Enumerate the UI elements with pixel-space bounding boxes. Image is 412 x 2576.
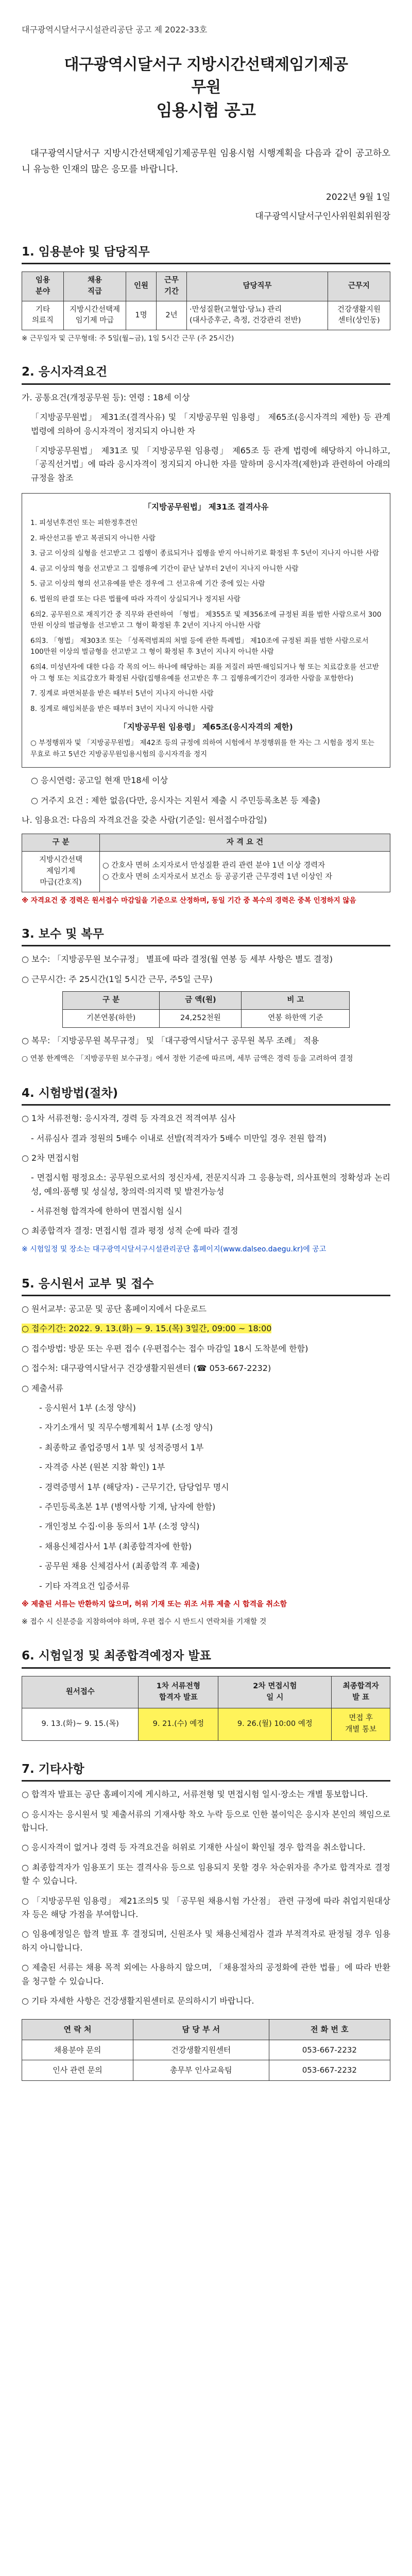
qual-col-category: 구 분 xyxy=(22,834,100,852)
disqualification-item: 6. 법원의 판결 또는 다른 법률에 따라 자격이 상실되거나 정지된 사람 xyxy=(30,595,241,603)
required-document-item: - 공무원 채용 신체검사서 (최종합격 후 제출) xyxy=(39,1561,200,1571)
disqualification-list xyxy=(30,518,382,715)
intro-paragraph: 대구광역시달서구 지방시간선택제임기제공무원 임용시험 시행계획을 다음과 같이 공고하오니 유능한 인재의 많은 응모를 바랍니다. xyxy=(22,148,390,175)
other-notes-list xyxy=(22,1788,390,2008)
application-period xyxy=(22,1322,390,1335)
disqualification-item: 7. 징계로 파면처분을 받은 때부터 5년이 지나지 아니한 사람 xyxy=(30,689,214,698)
final-decision: ○ 최종합격자 결정: 면접시험 결과 평정 성적 순에 따라 결정 xyxy=(22,1226,238,1236)
contact-table xyxy=(22,2019,390,2081)
required-documents-heading: ○ 제출서류 xyxy=(22,1383,63,1393)
col-grade: 채용 직급 xyxy=(64,272,126,301)
restriction-item: ○ 부정행위자 및 「지방공무원법」 제42조 등의 규정에 의하여 시험에서 부정행위를 한 자는 그 시험을 정지 또는 무효로 하고 5년간 지방공무원임용시험의 응시자격을 정지 xyxy=(30,739,375,758)
qualification-note: ※ 자격요건 중 경력은 원서접수 마감일을 기준으로 산정하며, 동일 기간 중 복수의 경력은 중복 인정하지 않음 xyxy=(22,896,356,905)
age-requirement: ○ 응시연령: 공고일 현재 만18세 이상 xyxy=(31,775,168,786)
screening-selection: - 서류심사 결과 정원의 5배수 이내로 선발(적격자가 5배수 미만일 경우 전원 합격) xyxy=(31,1133,327,1143)
pay-rule: ○ 보수: 「지방공무원 보수규정」 별표에 따라 결정(월 연봉 등 세부 사항은 별도 결정) xyxy=(22,954,333,964)
sched-cell-application: 9. 13.(화)~ 9. 15.(목) xyxy=(22,1708,139,1741)
id-notice: ※ 접수 시 신분증을 지참하여야 하며, 우편 접수 시 반드시 연락처를 기재할 것 xyxy=(22,1617,267,1626)
qual-cell-category: 지방시간선택 제임기제 마급(간호직) xyxy=(22,852,100,892)
sched-cell-screening: 9. 21.(수) 예정 xyxy=(139,1708,218,1741)
sched-col-screening: 1차 서류전형 합격자 발표 xyxy=(139,1676,218,1708)
disqualification-item: 5. 금고 이상의 형의 선고유예를 받은 경우에 그 선고유예 기간 중에 있는 사람 xyxy=(30,580,265,588)
application-method: ○ 접수방법: 방문 또는 우편 접수 (우편접수는 접수 마감일 18시 도착분에 한함) xyxy=(22,1343,308,1353)
other-note-item: ○ 최종합격자가 임용포기 또는 결격사유 등으로 임용되지 못할 경우 차순위자를 추가로 합격자로 결정할 수 있습니다. xyxy=(22,1862,390,1886)
pay-col-note: 비 고 xyxy=(242,992,350,1010)
required-document-item: - 경력증명서 1부 (해당자) - 근무기간, 담당업무 명시 xyxy=(39,1482,229,1492)
document-screening: ○ 1차 서류전형: 응시자격, 경력 등 자격요건 적격여부 심사 xyxy=(22,1113,236,1124)
requirement-law: 「지방공무원법」 제31조(결격사유) 및 「지방공무원 임용령」 제65조(응시자격의 제한) 등 관계 법령에 의하여 응시자격이 정지되지 아니한 자 xyxy=(31,412,390,436)
section-4-heading: 4. 시험방법(절차) xyxy=(22,1084,390,1106)
cell-grade: 지방시간선택제 임기제 마급 xyxy=(64,301,126,330)
other-note-item: ○ 합격자 발표는 공단 홈페이지에 게시하고, 서류전형 및 면접시험 일시·장소는 개별 통보합니다. xyxy=(22,1789,368,1800)
contact-cell-type: 인사 관련 문의 xyxy=(22,2060,133,2081)
required-document-item: - 주민등록초본 1부 (병역사항 기재, 남자에 한함) xyxy=(39,1501,216,1512)
cell-period: 2년 xyxy=(157,301,187,330)
sched-cell-final: 면접 후 개별 통보 xyxy=(332,1708,390,1741)
required-document-item: - 기타 자격요건 입증서류 xyxy=(39,1581,130,1591)
cell-field: 기타 의료직 xyxy=(22,301,64,330)
common-requirement: 가. 공통요건(개정공무원 등): 연령 : 18세 이상 xyxy=(22,392,190,402)
notice-date: 2022년 9월 1일 xyxy=(326,192,390,202)
section-3-heading: 3. 보수 및 복무 xyxy=(22,925,390,947)
cell-place: 건강생활지원 센터(상인동) xyxy=(328,301,390,330)
disqualification-item: 6의4. 미성년자에 대한 다음 각 목의 어느 하나에 해당하는 죄를 저질러 파면·해임되거나 형 또는 치료감호를 선고받아 그 형 또는 치료감호가 확정된 사람(집행유예를 선고받은 후 그 집행유예기간이 경과한 사람을 포함한다) xyxy=(30,663,379,683)
application-office: ○ 접수처: 대구광역시달서구 건강생활지원센터 (☎ 053-667-2232) xyxy=(22,1363,271,1374)
contact-cell-phone[interactable]: 053-667-2232 xyxy=(269,2060,390,2081)
disqualification-item: 6의2. 공무원으로 재직기간 중 직무와 관련하여 「형법」 제355조 및 제356조에 규정된 죄를 범한 사람으로서 300만원 이상의 벌금형을 선고받고 그 형이 확정된 후 2년이 지나지 아니한 사람 xyxy=(30,610,382,630)
position-note: ※ 근무일자 및 근무형태: 주 5일(월~금), 1일 5시간 근무 (주 25시간) xyxy=(22,334,234,343)
notice-number: 대구광역시달서구시설관리공단 공고 제 2022-33호 xyxy=(22,25,208,35)
other-note-item: ○ 기타 자세한 사항은 건강생활지원센터로 문의하시기 바랍니다. xyxy=(22,1995,254,2006)
col-count: 인원 xyxy=(126,272,157,301)
contact-col-phone: 전 화 번 호 xyxy=(269,2020,390,2040)
interview-exam: ○ 2차 면접시험 xyxy=(22,1153,79,1163)
required-document-item: - 채용신체검사서 1부 (최종합격자에 한함) xyxy=(39,1541,192,1551)
other-note-item: ○ 「지방공무원 임용령」 제21조의5 및 「공무원 채용시험 가산점」 관련 규정에 따라 취업지원대상자 등은 해당 가점을 부여합니다. xyxy=(22,1895,390,1919)
other-note-item: ○ 제출된 서류는 채용 목적 외에는 사용하지 않으며, 「채용절차의 공정화에 관한 법률」에 따라 반환을 청구할 수 있습니다. xyxy=(22,1962,390,1986)
notice-title xyxy=(62,54,350,122)
pay-col-amount: 금 액(원) xyxy=(160,992,242,1010)
qual-cell-requirement: ○ 간호사 면허 소지자로서 만성질환 관리 관련 분야 1년 이상 경력자 ○ 간호사 면허 소지자로서 보건소 등 공공기관 근무경력 1년 이상인 자 xyxy=(100,852,390,892)
section-7-heading: 7. 기타사항 xyxy=(22,1760,390,1782)
disqualification-box xyxy=(22,493,390,768)
other-note-item: ○ 임용예정일은 합격 발표 후 결정되며, 신원조사 및 채용신체검사 결과 부적격자로 판정될 경우 임용하지 아니합니다. xyxy=(22,1929,390,1953)
schedule-table xyxy=(22,1676,390,1741)
required-document-item: - 자격증 사본 (원본 지참 확인) 1부 xyxy=(39,1462,165,1472)
section-1-heading: 1. 임용분야 및 담당직무 xyxy=(22,243,390,265)
contact-cell-type: 채용분야 문의 xyxy=(22,2040,133,2060)
pay-limit-note: ○ 연봉 한계액은 「지방공무원 보수규정」에서 정한 기준에 따르며, 세부 금액은 경력 등을 고려하여 결정 xyxy=(22,1054,353,1063)
title-line-1: 대구광역시달서구 지방시간선택제임기제공무원 xyxy=(64,56,348,96)
section-6-heading: 6. 시험일정 및 최종합격예정자 발표 xyxy=(22,1647,390,1669)
interview-criteria: - 면접시험 평정요소: 공무원으로서의 정신자세, 전문지식과 그 응용능력, 의사표현의 정확성과 논리성, 예의·품행 및 성실성, 창의력·의지력 및 발전가능성 xyxy=(31,1173,390,1196)
section-2-heading: 2. 응시자격요건 xyxy=(22,363,390,385)
disqualification-item: 2. 파산선고를 받고 복권되지 아니한 사람 xyxy=(30,534,156,543)
requirement-detail: 「지방공무원법」 제31조 및 「지방공무원 임용령」 제65조 등 관계 법령에 해당하지 아니하고, 「공직선거법」에 따라 응시자격이 정지되지 아니한 자를 말하며 응시자격(제한)과 관련하여 아래의 규정을 참조 xyxy=(31,446,390,483)
disqualification-item: 8. 징계로 해임처분을 받은 때부터 3년이 지나지 아니한 사람 xyxy=(30,704,214,713)
title-line-2: 임용시험 공고 xyxy=(156,100,256,120)
required-document-item: - 최종학교 졸업증명서 1부 및 성적증명서 1부 xyxy=(39,1442,204,1452)
pay-table xyxy=(62,991,350,1028)
col-field: 임용 분야 xyxy=(22,272,64,301)
pay-cell-type: 기본연봉(하한) xyxy=(62,1009,160,1027)
other-note-item: ○ 응시자는 응시원서 및 제출서류의 기재사항 착오 누락 등으로 인한 불이익은 응시자 본인의 책임으로 합니다. xyxy=(22,1809,390,1833)
qual-col-requirement: 자 격 요 건 xyxy=(100,834,390,852)
schedule-notice: ※ 시험일정 및 장소는 대구광역시달서구시설관리공단 홈페이지(www.dalseo.daegu.kr)에 공고 xyxy=(22,1245,327,1253)
col-period: 근무 기간 xyxy=(157,272,187,301)
interview-eligibility: - 서류전형 합격자에 한하여 면접시험 실시 xyxy=(31,1206,182,1216)
qualification-table xyxy=(22,834,390,892)
contact-col-type: 연 락 처 xyxy=(22,2020,133,2040)
disqualification-item: 6의3. 「형법」 제303조 또는 「성폭력범죄의 처벌 등에 관한 특례법」 제10조에 규정된 죄를 범한 사람으로서 100만원 이상의 벌금형을 선고받고 그 형이 확정된 후 3년이 지나지 아니한 사람 xyxy=(30,636,369,656)
disqualification-title: 「지방공무원법」 제31조 결격사유 xyxy=(143,502,269,512)
section-5-heading: 5. 응시원서 교부 및 접수 xyxy=(22,1275,390,1297)
cell-duty: ·만성질환(고혈압·당뇨) 관리 (대사증후군, 측정, 건강관리 전반) xyxy=(187,301,328,330)
restriction-title: 「지방공무원 임용령」 제65조(응시자격의 제한) xyxy=(119,722,293,732)
pay-col-type: 구 분 xyxy=(62,992,160,1010)
issuing-organization: 대구광역시달서구인사위원회위원장 xyxy=(255,211,390,222)
document-warning: ※ 제출된 서류는 반환하지 않으며, 허위 기재 또는 위조 서류 제출 시 합격을 취소함 xyxy=(22,1600,287,1608)
required-document-item: - 자기소개서 및 직무수행계획서 1부 (소정 양식) xyxy=(39,1422,213,1433)
disqualification-item: 4. 금고 이상의 형을 선고받고 그 집행유예 기간이 끝난 날부터 2년이 지나지 아니한 사람 xyxy=(30,564,299,573)
pay-cell-amount: 24,252천원 xyxy=(160,1009,242,1027)
residence-requirement: ○ 거주지 요건 : 제한 없음(다만, 응시자는 지원서 제출 시 주민등록초본 등 제출) xyxy=(31,795,320,805)
sched-col-interview: 2차 면접시험 일 시 xyxy=(218,1676,332,1708)
required-document-item: - 응시원서 1부 (소정 양식) xyxy=(39,1402,136,1413)
other-note-item: ○ 응시자격이 없거나 경력 등 자격요건을 허위로 기재한 사실이 확인될 경우 합격을 취소합니다. xyxy=(22,1842,366,1853)
position-table xyxy=(22,272,390,330)
pay-cell-note: 연봉 하한액 기준 xyxy=(242,1009,350,1027)
sched-col-final: 최종합격자 발 표 xyxy=(332,1676,390,1708)
contact-cell-phone[interactable]: 053-667-2232 xyxy=(269,2040,390,2060)
form-distribution: ○ 원서교부: 공고문 및 공단 홈페이지에서 다운로드 xyxy=(22,1304,207,1314)
application-period-text: ○ 접수기간: 2022. 9. 13.(화) ~ 9. 15.(목) 3일간, 09:00 ~ 18:00 xyxy=(22,1324,272,1334)
col-place: 근무지 xyxy=(328,272,390,301)
required-documents-list xyxy=(22,1401,390,1593)
sched-col-application: 원서접수 xyxy=(22,1676,139,1708)
disqualification-item: 1. 피성년후견인 또는 피한정후견인 xyxy=(30,519,138,528)
work-hours: ○ 근무시간: 주 25시간(1일 5시간 근무, 주5일 근무) xyxy=(22,974,213,984)
sched-cell-interview: 9. 26.(월) 10:00 예정 xyxy=(218,1708,332,1741)
contact-cell-dept: 건강생활지원센터 xyxy=(133,2040,269,2060)
contact-cell-dept: 총무부 인사교육팀 xyxy=(133,2060,269,2081)
disqualification-item: 3. 금고 이상의 실형을 선고받고 그 집행이 종료되거나 집행을 받지 아니하기로 확정된 후 5년이 지나지 아니한 사람 xyxy=(30,549,379,558)
appointment-requirement: 나. 임용요건: 다음의 자격요건을 갖춘 사람(기준일: 원서접수마감일) xyxy=(22,815,267,825)
contact-col-dept: 담 당 부 서 xyxy=(133,2020,269,2040)
required-document-item: - 개인정보 수집·이용 동의서 1부 (소정 양식) xyxy=(39,1521,200,1532)
cell-count: 1명 xyxy=(126,301,157,330)
restriction-list xyxy=(30,738,382,760)
service-rule: ○ 복무: 「지방공무원 복무규정」 및 「대구광역시달서구 공무원 복무 조례」 적용 xyxy=(22,1035,319,1045)
col-duty: 담당직무 xyxy=(187,272,328,301)
